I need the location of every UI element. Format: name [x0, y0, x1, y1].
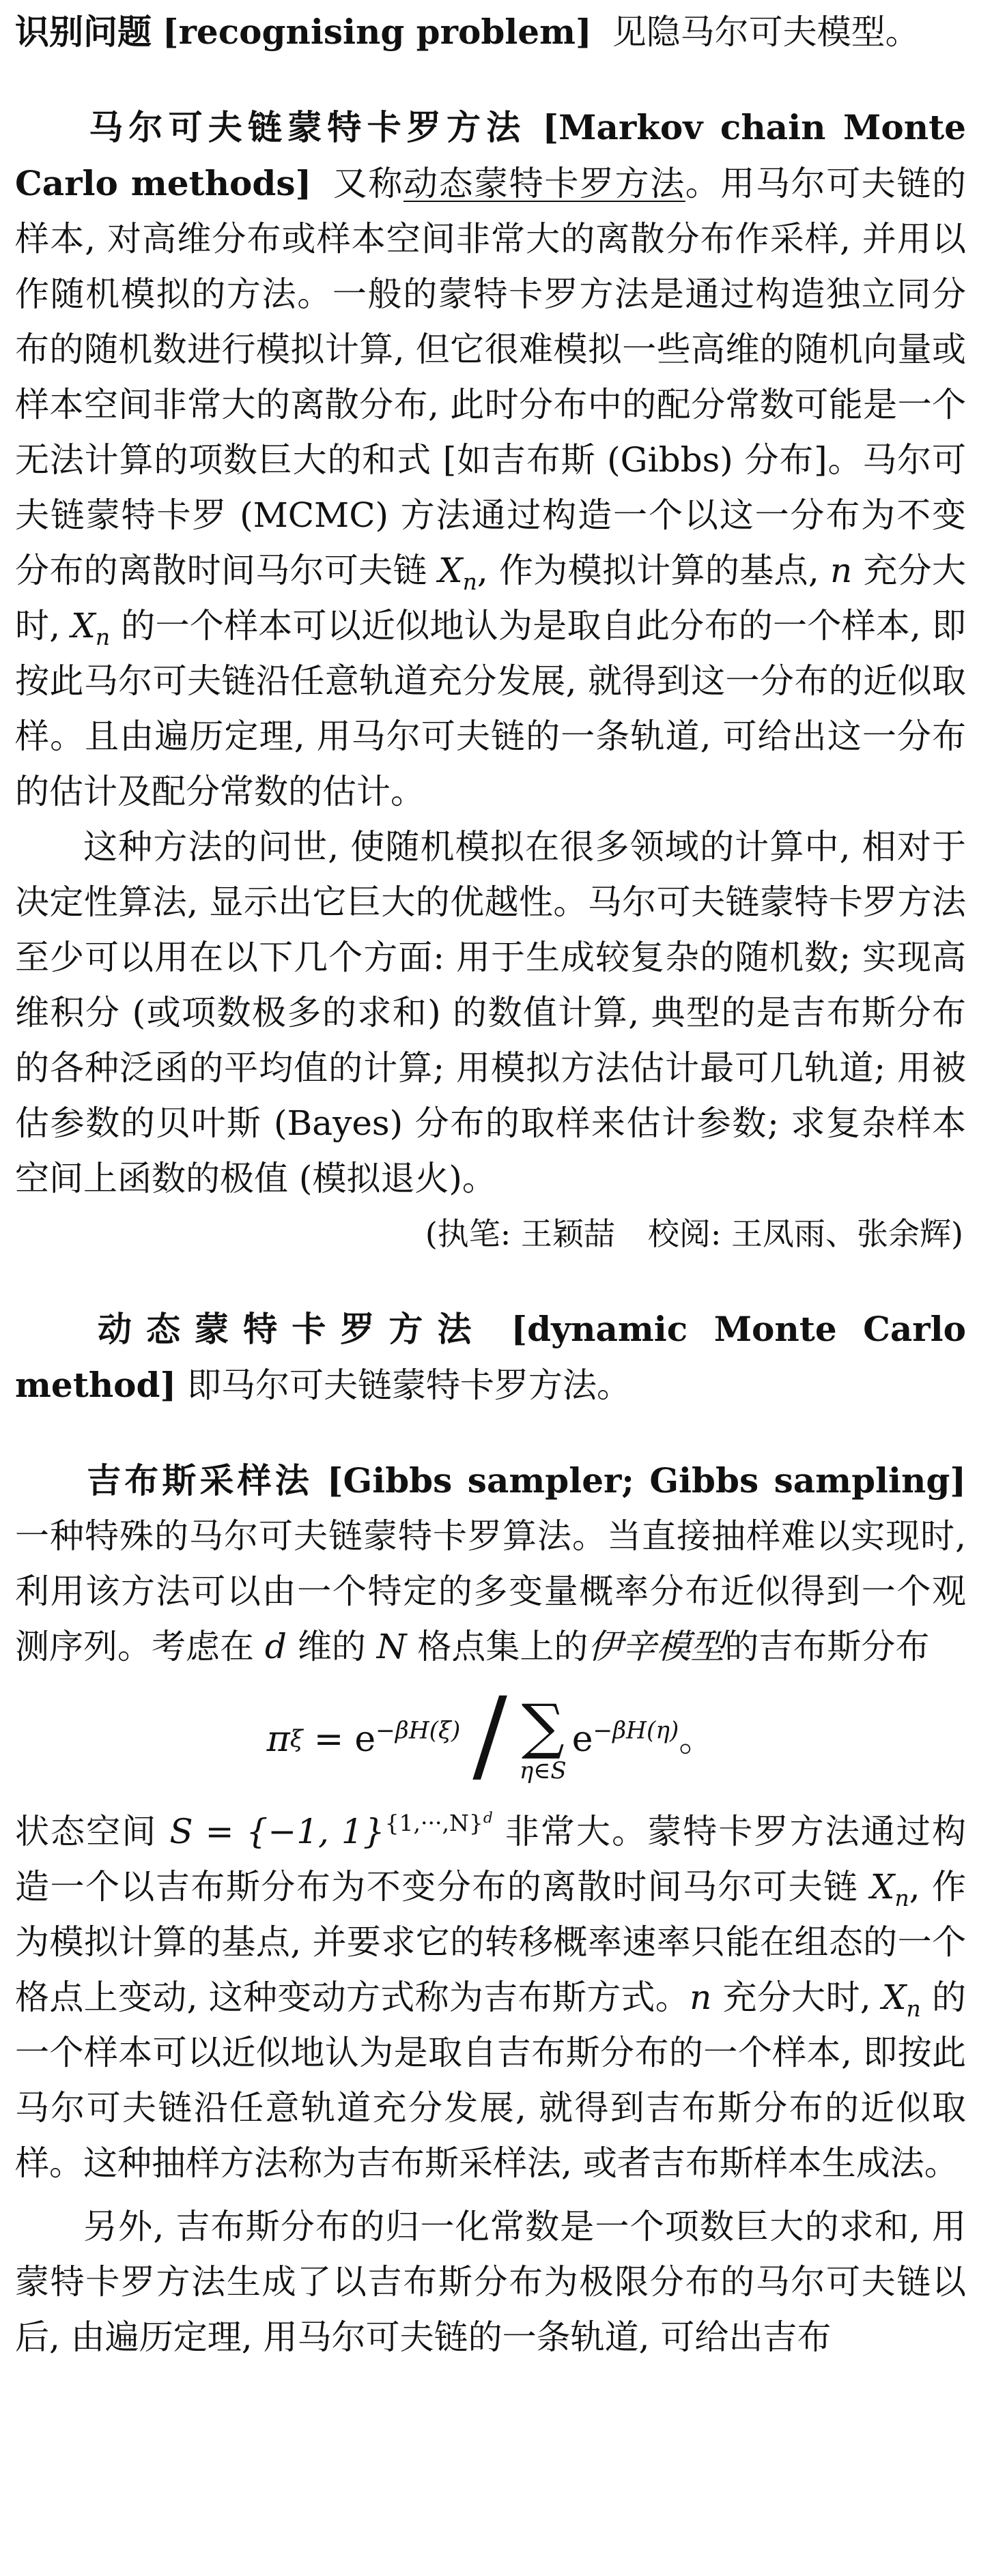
- math-var-xn: $X_n$: [870, 1867, 909, 1911]
- entry-dynamic-monte-carlo: [15, 1301, 966, 1413]
- english-term: [dynamic Monte Carlo method]: [15, 1309, 966, 1405]
- headword: 马尔可夫链蒙特卡罗方法: [83, 108, 526, 147]
- entry-paragraph: 另外, 吉布斯分布的归一化常数是一个项数巨大的求和, 用蒙特卡罗方法生成了以吉布斯分布为极限分布的马尔可夫链以后, 由遍历定理, 用马尔可夫链的一条轨道, 可给出吉布: [15, 2207, 966, 2357]
- body-text: 状态空间: [15, 1812, 170, 1851]
- math-var-xn: $X_n$: [438, 551, 477, 595]
- italic-term: 伊辛模型: [588, 1627, 725, 1666]
- entry-paragraph: [15, 1804, 966, 2191]
- gibbs-distribution-formula: π ξ = $e^{-\beta H(\xi)}$ / ∑ η∈S $e^{-\beta H(\eta)}$ 。: [266, 1676, 715, 1795]
- entry-mcmc: [15, 100, 966, 1262]
- body-text: 的一个样本可以近似地认为是取自此分布的一个样本, 即按此马尔可夫链沿任意轨道充分发展, 就得到这一分布的近似取样。且由遍历定理, 用马尔可夫链的一条轨道, 可给出这一分布的估计及配分常数的估计。: [15, 606, 966, 811]
- english-term: [recognising problem]: [162, 12, 592, 52]
- headword: 动态蒙特卡罗方法: [83, 1309, 486, 1349]
- math-var-xn: $X_n$: [881, 1978, 921, 2022]
- body-text: 充分大时,: [15, 551, 966, 646]
- english-term: [Gibbs sampler; Gibbs sampling]: [326, 1460, 966, 1501]
- formula-denominator: $e^{-\beta H(\eta)}$: [571, 1717, 679, 1760]
- credits-line: [15, 1206, 966, 1262]
- entry-paragraph: [15, 4, 966, 60]
- headword: 识别问题: [15, 12, 152, 52]
- headword: 吉布斯采样法: [83, 1461, 313, 1501]
- body-text: , 作为模拟计算的基点, 并要求它的转移概率速率只能在组态的一个格点上变动, 这种变动方式称为吉布斯方式。: [15, 1867, 966, 2017]
- entry-recognising-problem: [15, 4, 966, 60]
- credits-author: (执笔: 王颖喆: [425, 1215, 615, 1252]
- entry-paragraph: [15, 100, 966, 820]
- entry-paragraph: [15, 1453, 966, 1675]
- body-text: 充分大时,: [711, 1978, 882, 2017]
- body-text: 的一个样本可以近似地认为是取自吉布斯分布的一个样本, 即按此马尔可夫链沿任意轨道充分发展, 就得到吉布斯分布的近似取样。这种抽样方法称为吉布斯采样法, 或者吉布斯样本生成法。: [15, 1978, 966, 2183]
- math-var-d: d: [264, 1627, 287, 1666]
- state-space-math: S = {−1, 1}$^{\{1,\cdot\cdot\cdot,N\}^d}$: [169, 1810, 493, 1851]
- formula-end-punct: 。: [679, 1718, 715, 1760]
- body-text: 格点集上的: [406, 1627, 589, 1666]
- math-var-n-upper: N: [376, 1627, 407, 1666]
- formula-numerator: $e^{-\beta H(\xi)}$: [354, 1717, 461, 1760]
- entry-body: 见隐马尔可夫模型。: [612, 12, 920, 52]
- credits-review: 校阅: 王凤雨、张余辉): [647, 1215, 963, 1252]
- math-var-n: n: [830, 551, 853, 590]
- body-text: 。用马尔可夫链的样本, 对高维分布或样本空间非常大的离散分布作采样, 并用以作随机模拟的方法。一般的蒙特卡罗方法是通过构造独立同分布的随机数进行模拟计算, 但它很难模拟一些高维的随机向量或样本空间非常大的离散分布, 此时分布中的配分常数可能是一个无法计算的项数巨大的和式 [如吉布斯 (Gibbs) 分布]。马尔可夫链蒙特卡罗 (MCMC) 方法通过构造一个以这一分布为不变分布的离散时间马尔可夫链: [15, 164, 967, 590]
- math-var-n: n: [690, 1978, 712, 2017]
- english-term: [Markov chain Monte Carlo methods]: [15, 107, 966, 203]
- formula-division-slash: /: [472, 1676, 507, 1795]
- entry-gibbs-sampler: [15, 1453, 966, 2365]
- body-text: 维的: [286, 1627, 377, 1666]
- entry-paragraph: [15, 1301, 966, 1413]
- math-var-xn: $X_n$: [71, 606, 111, 650]
- body-text: 非常大。蒙特卡罗方法通过构造一个以吉布斯分布为不变分布的离散时间马尔可夫链: [15, 1812, 966, 1907]
- summation-sign: ∑ η∈S: [519, 1691, 567, 1784]
- formula-lhs: π: [266, 1718, 290, 1760]
- body-text: 又称: [332, 164, 403, 203]
- cross-reference-link[interactable]: 动态蒙特卡罗方法: [403, 164, 685, 203]
- entry-paragraph: 这种方法的问世, 使随机模拟在很多领域的计算中, 相对于决定性算法, 显示出它巨大的优越性。马尔可夫链蒙特卡罗方法至少可以用在以下几个方面: 用于生成较复杂的随机数; 实现高维积分 (或项数极多的求和) 的数值计算, 典型的是吉布斯分布的各种泛函的平均值的计算; 用模拟方法估计最可几轨道; 用被估参数的贝叶斯 (Bayes) 分布的取样来估计参数; 求复杂样本空间上函数的极值 (模拟退火)。: [15, 827, 966, 1198]
- body-text: 的吉布斯分布: [724, 1627, 930, 1666]
- body-text: 一种特殊的马尔可夫链蒙特卡罗算法。当直接抽样难以实现时, 利用该方法可以由一个特定的多变量概率分布近似得到一个观测序列。考虑在: [15, 1516, 966, 1666]
- body-text: , 作为模拟计算的基点,: [477, 551, 830, 590]
- entry-body: 即马尔可夫链蒙特卡罗方法。: [187, 1365, 632, 1405]
